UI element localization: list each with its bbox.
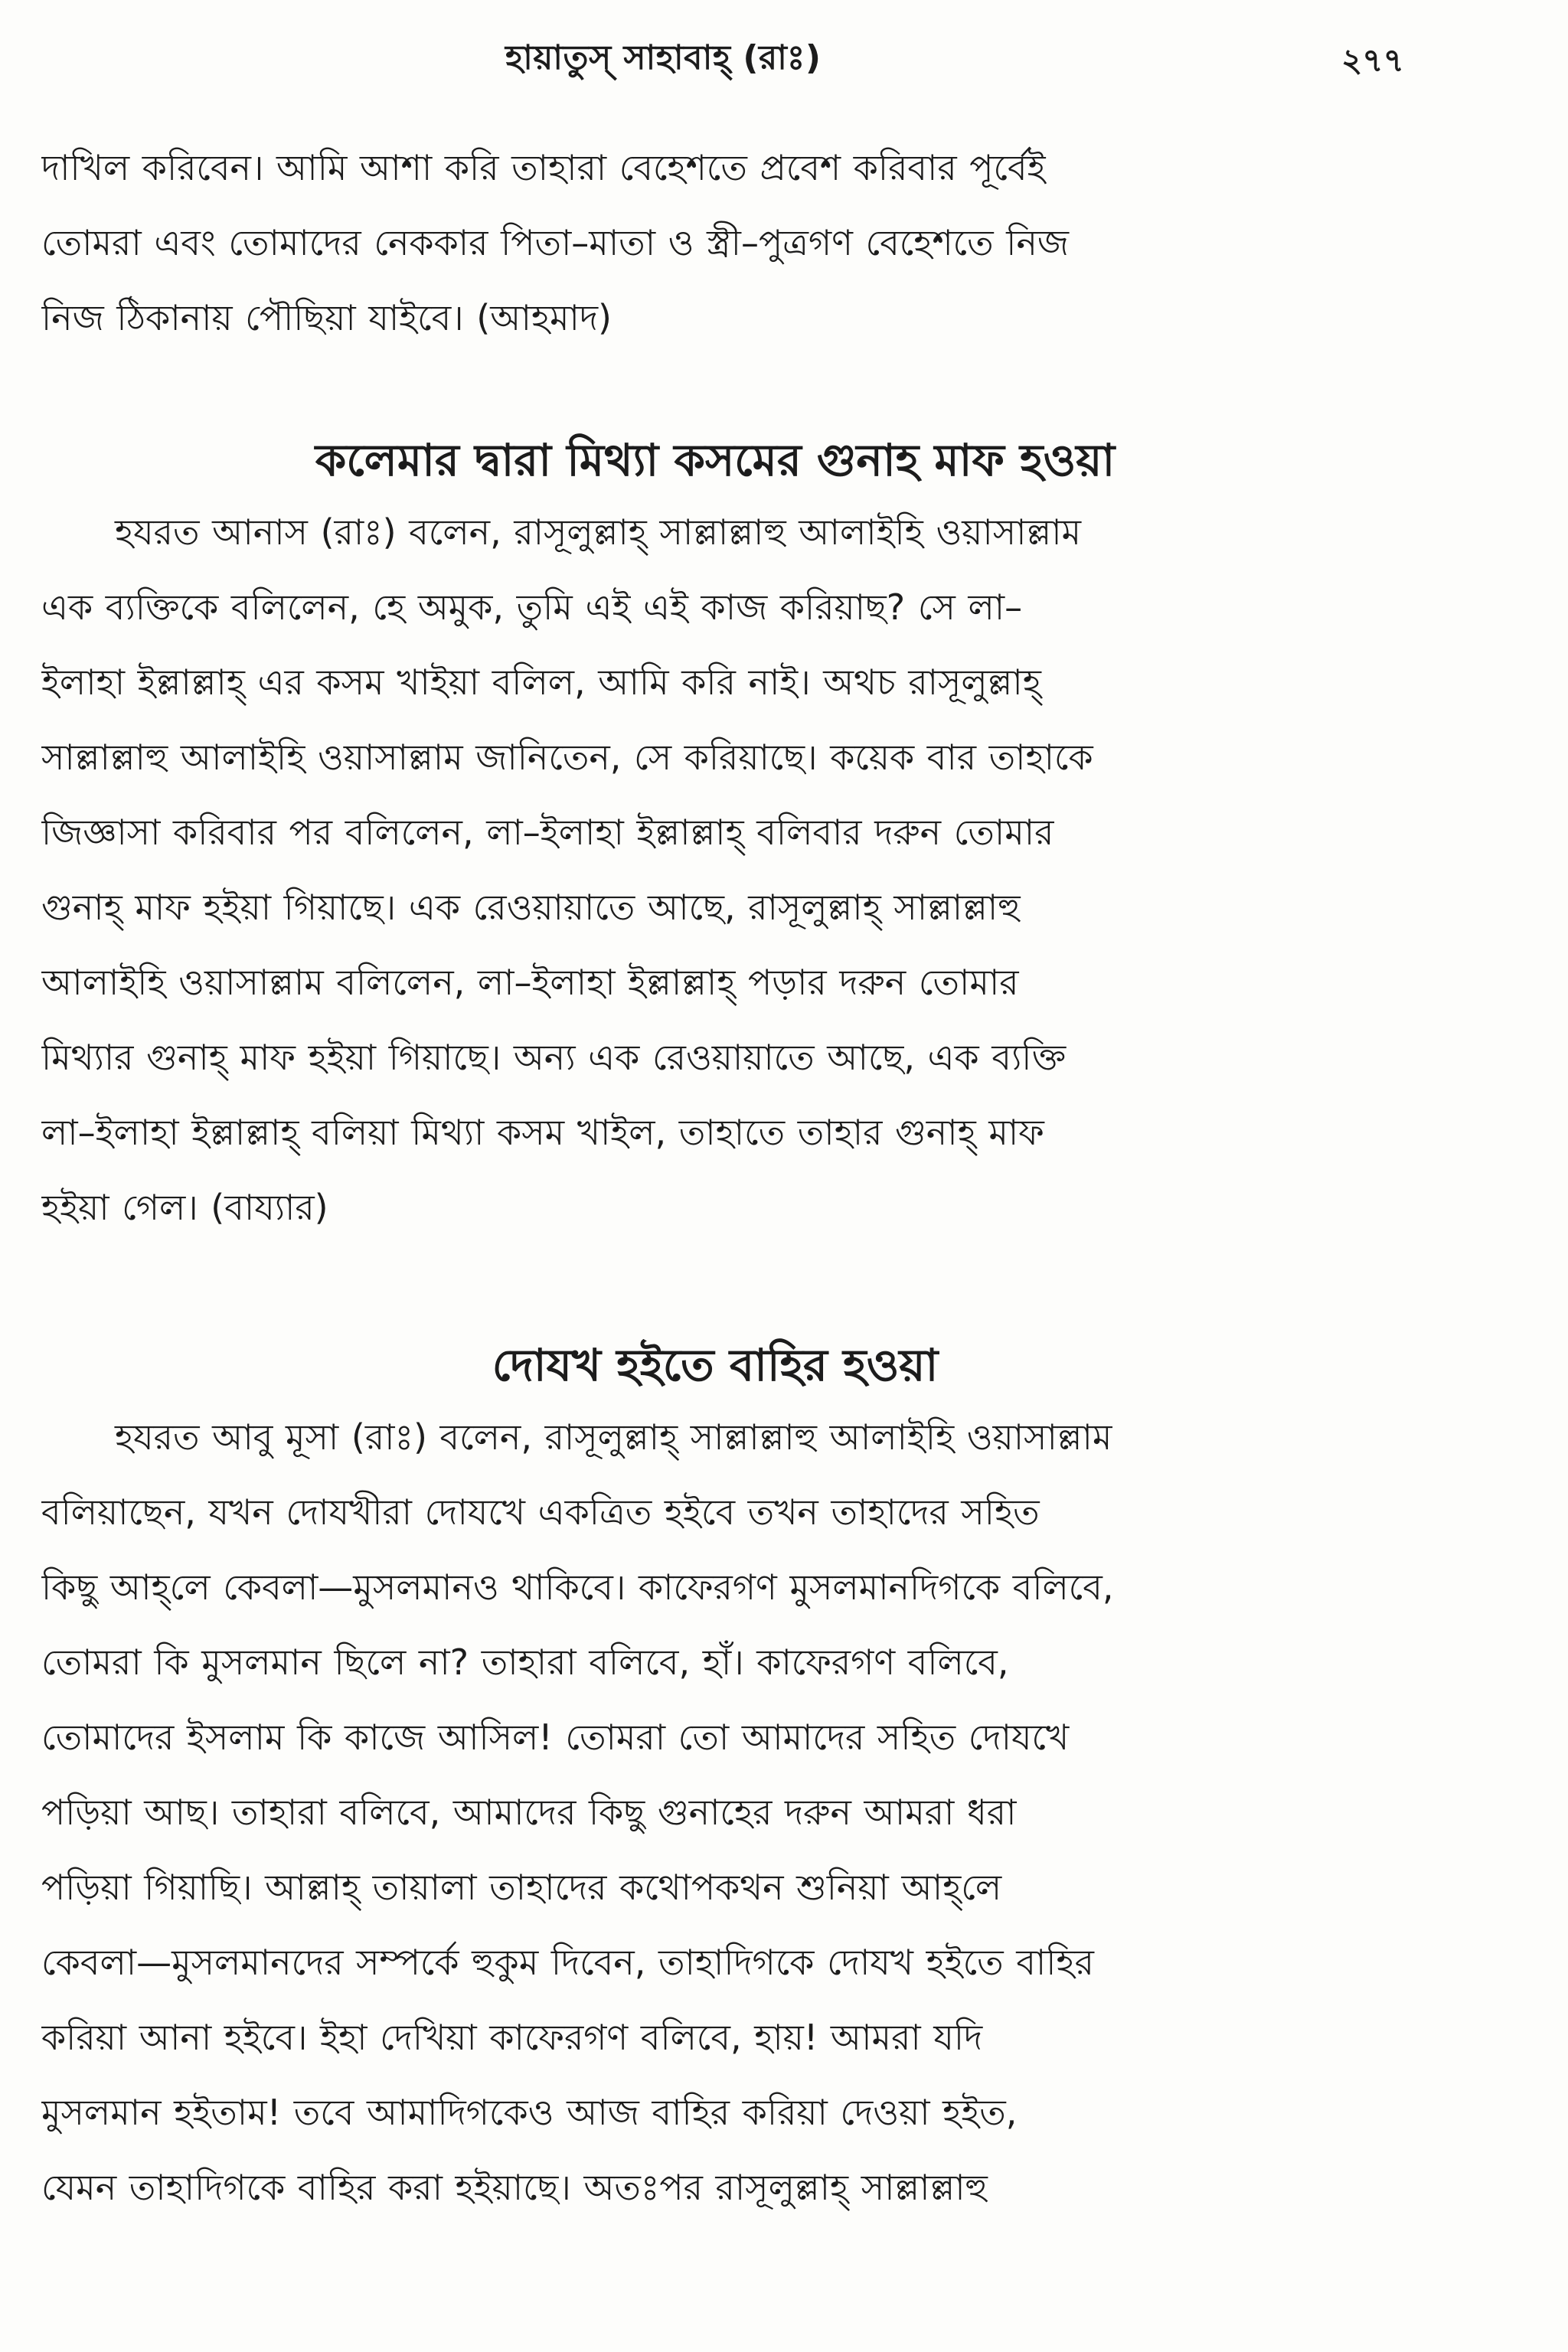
section-paragraph — [41, 1400, 1389, 2225]
text-line: এক ব্যক্তিকে বলিলেন, হে অমুক, তুমি এই এই কাজ করিয়াছ? সে লা– — [41, 586, 1023, 628]
text-line: গুনাহ্ মাফ হইয়া গিয়াছে। এক রেওয়ায়াতে আছে, রাসূলুল্লাহ্ সাল্লাল্লাহু — [41, 887, 1021, 928]
text-line: মুসলমান হইতাম! তবে আমাদিগকেও আজ বাহির করিয়া দেওয়া হইত, — [41, 2092, 1018, 2133]
section-heading: দোযখ হইতে বাহির হওয়া — [492, 1339, 939, 1391]
running-header — [0, 32, 1568, 86]
intro-paragraph — [41, 130, 1389, 355]
section-heading: কলেমার দ্বারা মিথ্যা কসমের গুনাহ মাফ হওয়া — [315, 434, 1116, 486]
text-line: দাখিল করিবেন। আমি আশা করি তাহারা বেহেশতে প্রবেশ করিবার পূর্বেই — [41, 147, 1046, 188]
text-line: ইলাহা ইল্লাল্লাহ্ এর কসম খাইয়া বলিল, আমি করি নাই। অথচ রাসূলুল্লাহ্ — [41, 662, 1041, 703]
text-line: বলিয়াছেন, যখন দোযখীরা দোযখে একত্রিত হইবে তখন তাহাদের সহিত — [41, 1491, 1040, 1533]
text-line: পড়িয়া গিয়াছি। আল্লাহ্ তায়ালা তাহাদের কথোপকথন শুনিয়া আহ্‌লে — [41, 1867, 1002, 1908]
running-title: হায়াতুস্ সাহাবাহ্ (রাঃ) — [505, 38, 822, 77]
text-line: করিয়া আনা হইবে। ইহা দেখিয়া কাফেরগণ বলিবে, হায়! আমরা যদি — [41, 2017, 983, 2058]
text-line: কেবলা—মুসলমানদের সম্পর্কে হুকুম দিবেন, তাহাদিগকে দোযখ হইতে বাহির — [41, 1942, 1094, 1983]
text-line: হইয়া গেল। (বায্যার) — [41, 1187, 328, 1228]
text-line: পড়িয়া আছ। তাহারা বলিবে, আমাদের কিছু গুনাহের দরুন আমরা ধরা — [41, 1792, 1017, 1833]
text-line: সাল্লাল্লাহু আলাইহি ওয়াসাল্লাম জানিতেন, সে করিয়াছে। কয়েক বার তাহাকে — [41, 737, 1093, 778]
page-body — [41, 130, 1389, 2225]
text-line: হযরত আনাস (রাঃ) বলেন, রাসূলুল্লাহ্ সাল্লাল্লাহু আলাইহি ওয়াসাল্লাম — [115, 511, 1082, 553]
text-line: নিজ ঠিকানায় পৌছিয়া যাইবে। (আহমাদ) — [41, 297, 612, 338]
text-line: যেমন তাহাদিগকে বাহির করা হইয়াছে। অতঃপর রাসূলুল্লাহ্ সাল্লাল্লাহু — [41, 2167, 988, 2208]
section-paragraph — [41, 495, 1389, 1245]
text-line: তোমরা কি মুসলমান ছিলে না? তাহারা বলিবে, হাঁ। কাফেরগণ বলিবে, — [41, 1642, 1009, 1683]
text-line: হযরত আবু মূসা (রাঃ) বলেন, রাসূলুল্লাহ্ সাল্লাল্লাহু আলাইহি ওয়াসাল্লাম — [115, 1416, 1112, 1458]
text-line: লা–ইলাহা ইল্লাল্লাহ্ বলিয়া মিথ্যা কসম খাইল, তাহাতে তাহার গুনাহ্ মাফ — [41, 1112, 1044, 1153]
text-line: তোমরা এবং তোমাদের নেককার পিতা–মাতা ও স্ত্রী–পুত্রগণ বেহেশতে নিজ — [41, 222, 1070, 263]
text-line: আলাইহি ওয়াসাল্লাম বলিলেন, লা–ইলাহা ইল্লাল্লাহ্ পড়ার দরুন তোমার — [41, 962, 1019, 1003]
text-line: জিজ্ঞাসা করিবার পর বলিলেন, লা–ইলাহা ইল্লাল্লাহ্ বলিবার দরুন তোমার — [41, 812, 1054, 853]
text-line: তোমাদের ইসলাম কি কাজে আসিল! তোমরা তো আমাদের সহিত দোযখে — [41, 1717, 1070, 1758]
text-line: কিছু আহ্‌লে কেবলা—মুসলমানও থাকিবে। কাফেরগণ মুসলমানদিগকে বলিবে, — [41, 1566, 1114, 1608]
text-line: মিথ্যার গুনাহ্ মাফ হইয়া গিয়াছে। অন্য এক রেওয়ায়াতে আছে, এক ব্যক্তি — [41, 1037, 1067, 1078]
page-number: ২৭৭ — [1341, 41, 1404, 79]
